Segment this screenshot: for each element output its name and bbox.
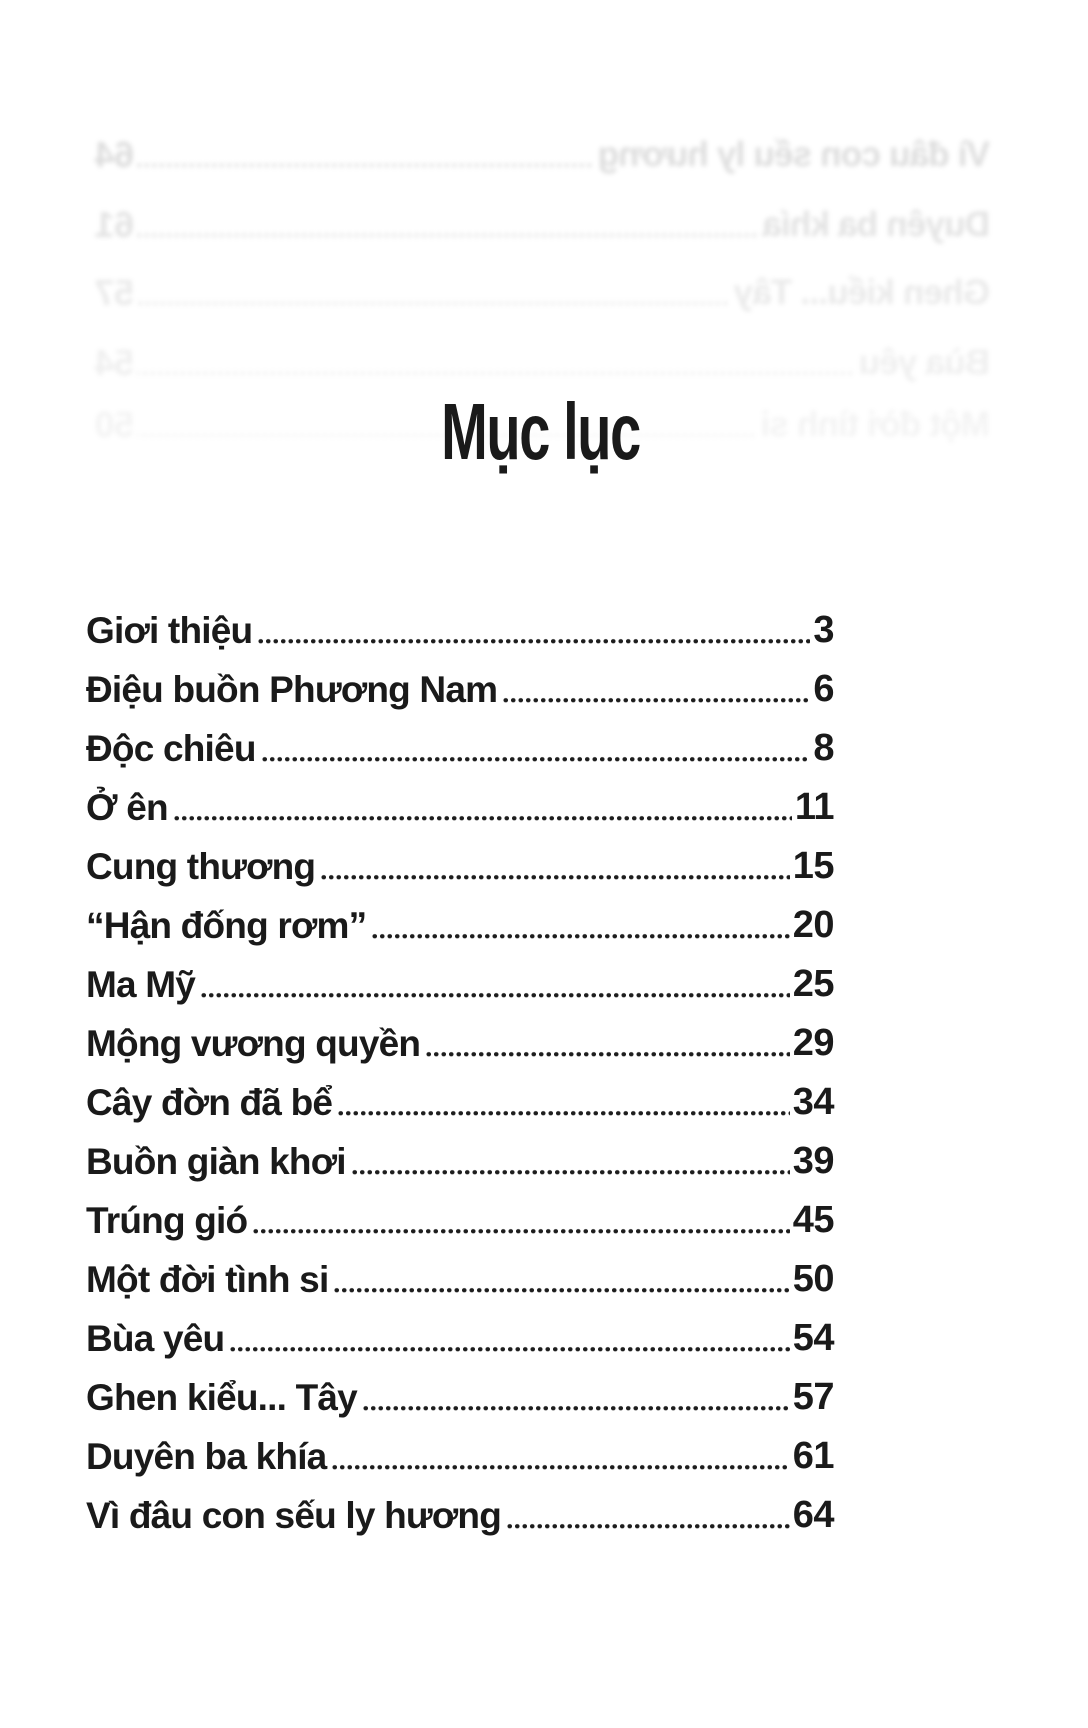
toc-entry-page-number: 57 [95, 272, 135, 314]
toc-entry [86, 769, 834, 828]
toc-entry-title: Duyên ba khía [763, 205, 990, 245]
toc-entry-page-number: 61 [792, 1435, 834, 1478]
page-title-text: Mục lục [441, 387, 640, 476]
toc-entry-page-number: 25 [792, 963, 834, 1006]
toc-entry-title: “Hận đống rơm” [86, 905, 367, 947]
toc-entry-title: Vì đâu con sếu ly hương [86, 1495, 502, 1537]
toc-entry-title: Ghen kiểu... Tây [734, 273, 990, 313]
toc-entry-page-number: 57 [792, 1376, 834, 1419]
toc-entry [86, 1123, 834, 1182]
toc-entry-page-number: 15 [792, 845, 834, 888]
toc-entry-title: Điệu buồn Phương Nam [86, 669, 498, 711]
dotted-leader [173, 815, 792, 822]
dotted-leader [137, 370, 854, 377]
dotted-leader [333, 1287, 789, 1294]
toc-entry-page-number: 54 [792, 1317, 834, 1360]
bleedthrough-line [95, 266, 990, 312]
toc-entry-page-number: 50 [95, 404, 135, 446]
dotted-leader [371, 933, 789, 940]
toc-entry-title: Trúng gió [86, 1200, 248, 1242]
toc-entry-title: Vì đâu con sếu ly hương [598, 135, 990, 175]
toc-entry-page-number: 61 [95, 204, 135, 246]
dotted-leader [261, 756, 811, 763]
toc-entry-title: Ghen kiểu... Tây [86, 1377, 357, 1419]
toc-entry-title: Độc chiêu [86, 728, 256, 770]
toc-list [86, 592, 834, 1536]
toc-entry-page-number: 64 [792, 1494, 834, 1537]
toc-entry-title: Cây đờn đã bể [86, 1082, 333, 1124]
toc-entry-page-number: 20 [792, 904, 834, 947]
toc-entry-page-number: 11 [794, 786, 834, 829]
toc-entry [86, 710, 834, 769]
page-title [0, 387, 1088, 476]
dotted-leader [506, 1523, 790, 1530]
toc-entry [86, 1359, 834, 1418]
toc-entry [86, 946, 834, 1005]
toc-entry-page-number: 3 [813, 609, 834, 652]
dotted-leader [137, 162, 593, 169]
dotted-leader [257, 638, 810, 645]
toc-entry [86, 1418, 834, 1477]
toc-entry-page-number: 50 [792, 1258, 834, 1301]
dotted-leader [425, 1051, 789, 1058]
toc-entry [86, 1300, 834, 1359]
toc-entry-title: Buồn giàn khơi [86, 1141, 346, 1183]
toc-entry [86, 1064, 834, 1123]
dotted-leader [502, 697, 810, 704]
toc-entry-title: Giơi thiệu [86, 610, 253, 652]
bleedthrough-artifacts [0, 0, 1088, 560]
toc-entry-title: Một đời tình si [761, 405, 990, 445]
toc-entry [86, 828, 834, 887]
toc-entry-title: Bùa yêu [86, 1318, 225, 1360]
dotted-leader [229, 1346, 789, 1353]
dotted-leader [200, 992, 790, 999]
toc-entry-page-number: 54 [95, 342, 135, 384]
dotted-leader [320, 874, 789, 881]
bleedthrough-line [95, 336, 990, 382]
toc-entry [86, 1182, 834, 1241]
toc-entry [86, 887, 834, 946]
dotted-leader [337, 1110, 790, 1117]
toc-entry-title: Ở ên [86, 787, 168, 829]
toc-entry-title: Cung thương [86, 846, 316, 888]
toc-entry-page-number: 6 [813, 668, 834, 711]
dotted-leader [252, 1228, 789, 1235]
bleedthrough-line [95, 198, 990, 244]
dotted-leader [351, 1169, 790, 1176]
toc-entry-title: Một đời tình si [86, 1259, 329, 1301]
toc-entry [86, 651, 834, 710]
toc-entry [86, 1477, 834, 1536]
toc-entry-title: Bùa yêu [859, 343, 990, 383]
toc-entry [86, 1241, 834, 1300]
toc-entry-page-number: 8 [813, 727, 834, 770]
toc-entry-title: Duyên ba khía [86, 1436, 327, 1478]
toc-entry-page-number: 29 [792, 1022, 834, 1065]
dotted-leader [362, 1405, 790, 1412]
dotted-leader [331, 1464, 789, 1471]
toc-entry-page-number: 64 [95, 134, 135, 176]
toc-entry-title: Ma Mỹ [86, 964, 196, 1006]
bleedthrough-line [95, 128, 990, 174]
dotted-leader [137, 300, 729, 307]
toc-entry-page-number: 34 [792, 1081, 834, 1124]
dotted-leader [137, 232, 758, 239]
toc-entry [86, 1005, 834, 1064]
toc-entry-page-number: 39 [792, 1140, 834, 1183]
toc-entry [86, 592, 834, 651]
toc-entry-title: Mộng vương quyền [86, 1023, 421, 1065]
toc-entry-page-number: 45 [792, 1199, 834, 1242]
